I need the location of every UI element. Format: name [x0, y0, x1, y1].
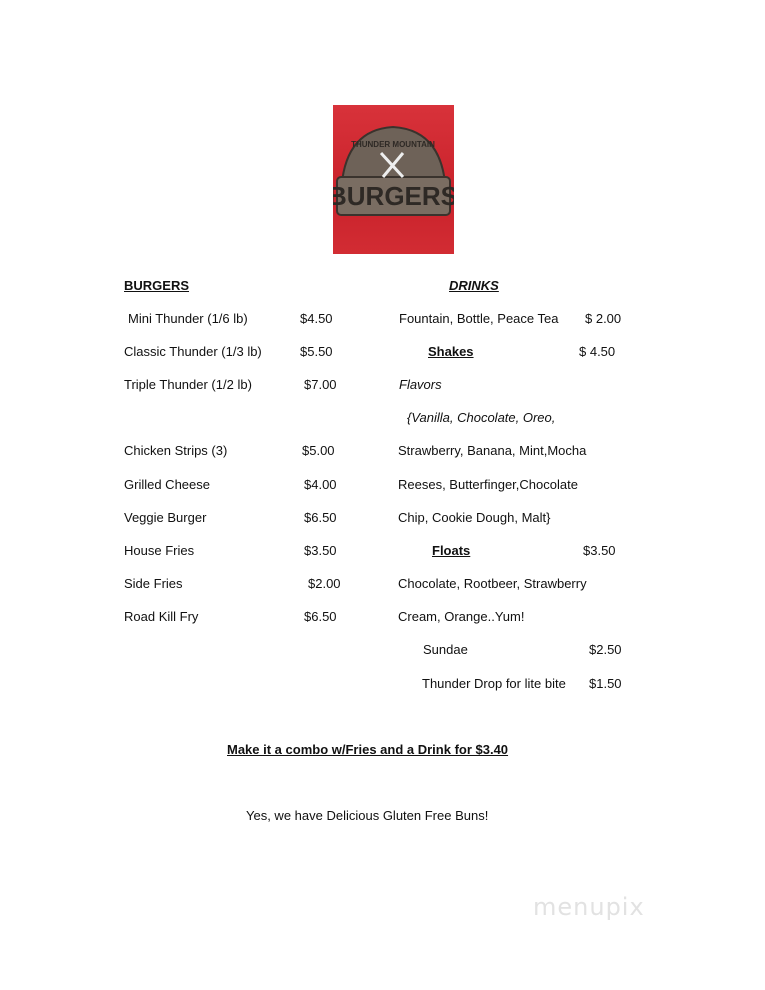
- flavors-line: {Vanilla, Chocolate, Oreo,: [407, 410, 556, 425]
- shakes-heading: Shakes: [428, 344, 474, 359]
- menu-item-name: Chicken Strips (3): [124, 443, 228, 458]
- drink-price: $ 2.00: [585, 311, 622, 326]
- floats-line: Chocolate, Rootbeer, Strawberry: [398, 576, 587, 591]
- menu-item-price: $4.50: [300, 311, 333, 326]
- flavors-line: Reeses, Butterfinger,Chocolate: [398, 477, 578, 492]
- drink-price: $2.50: [589, 642, 622, 657]
- menu-item-price: $5.00: [302, 443, 335, 458]
- menu-item-name: Grilled Cheese: [124, 477, 210, 492]
- menu-item-price: $5.50: [300, 344, 333, 359]
- menu-item-name: House Fries: [124, 543, 195, 558]
- drink-name: Sundae: [423, 642, 468, 657]
- drink-name: Fountain, Bottle, Peace Tea: [399, 311, 559, 326]
- menu-item-name: Side Fries: [124, 576, 183, 591]
- flavors-line: Chip, Cookie Dough, Malt}: [398, 510, 551, 525]
- menu-item-name: Classic Thunder (1/3 lb): [124, 344, 262, 359]
- drink-name: Thunder Drop for lite bite: [422, 676, 566, 691]
- menu-item-price: $3.50: [304, 543, 337, 558]
- menu-item-name: Triple Thunder (1/2 lb): [124, 377, 252, 392]
- floats-heading: Floats: [432, 543, 471, 558]
- drink-price: $1.50: [589, 676, 622, 691]
- svg-text:THUNDER MOUNTAIN: THUNDER MOUNTAIN: [351, 140, 435, 149]
- flavors-line: Strawberry, Banana, Mint,Mocha: [398, 443, 587, 458]
- floats-price: $3.50: [583, 543, 616, 558]
- menu-item-price: $7.00: [304, 377, 337, 392]
- combo-offer: Make it a combo w/Fries and a Drink for $3.40: [227, 742, 509, 757]
- menu-item-name: Mini Thunder (1/6 lb): [128, 311, 248, 326]
- svg-text:BURGERS: BURGERS: [333, 181, 454, 211]
- flavors-label: Flavors: [399, 377, 442, 392]
- menu-item-price: $6.50: [304, 510, 337, 525]
- gluten-free-note: Yes, we have Delicious Gluten Free Buns!: [246, 808, 489, 823]
- thunder-mountain-burgers-logo: [333, 105, 454, 254]
- menu-item-name: Road Kill Fry: [124, 609, 199, 624]
- drinks-heading: DRINKS: [449, 278, 499, 293]
- menu-item-price: $4.00: [304, 477, 337, 492]
- menu-item-name: Veggie Burger: [124, 510, 207, 525]
- menupix-watermark: menupix: [533, 893, 645, 921]
- shakes-price: $ 4.50: [579, 344, 616, 359]
- menu-item-price: $2.00: [308, 576, 341, 591]
- burgers-heading: BURGERS: [124, 278, 190, 293]
- floats-line: Cream, Orange..Yum!: [398, 609, 525, 624]
- menu-item-price: $6.50: [304, 609, 337, 624]
